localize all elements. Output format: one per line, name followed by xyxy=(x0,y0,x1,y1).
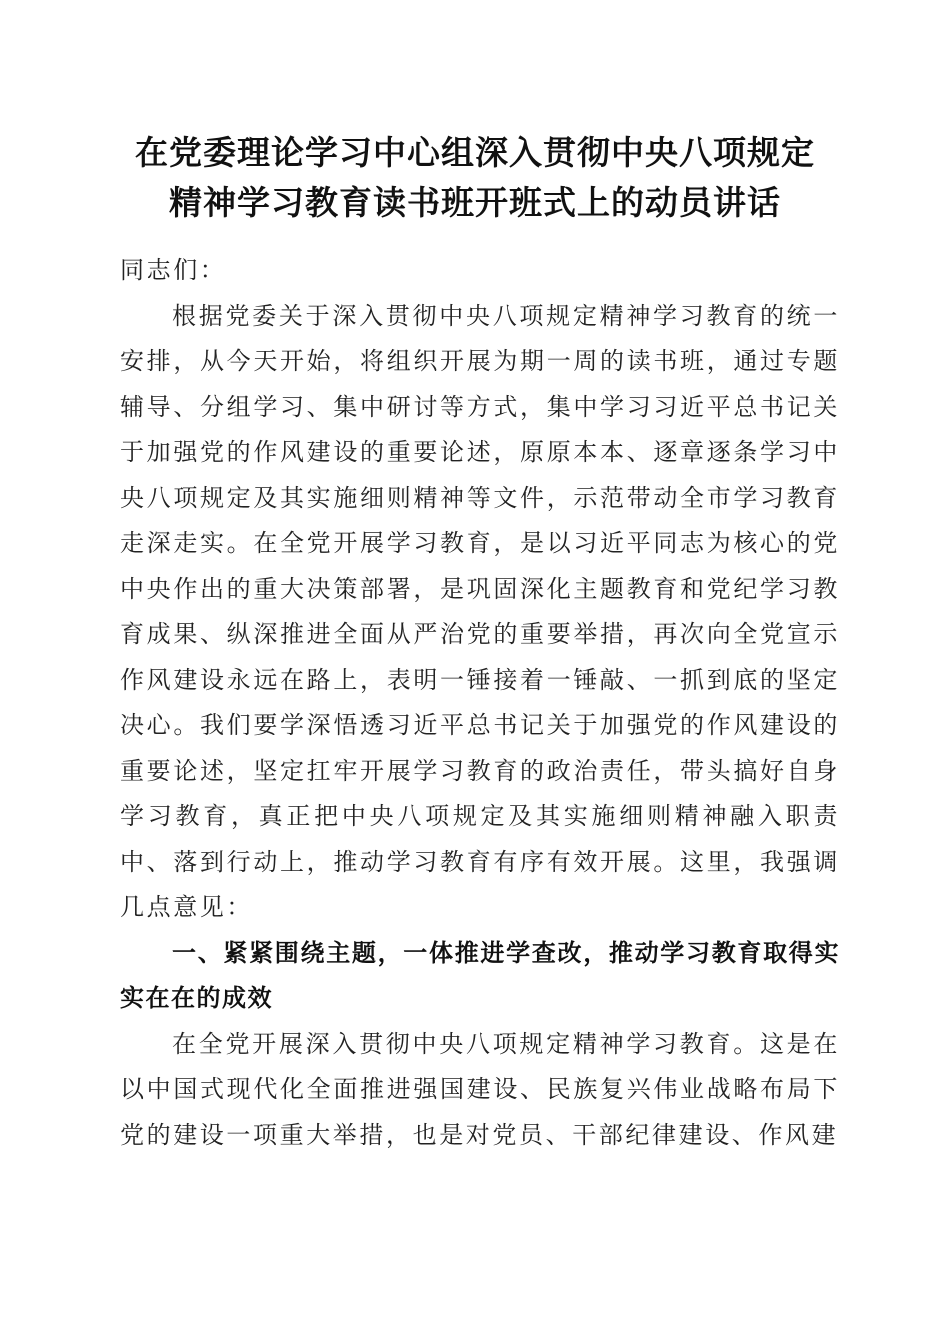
section-1-heading: 一、紧紧围绕主题，一体推进学查改，推动学习教育取得实实在在的成效 xyxy=(120,938,840,1012)
salutation: 同志们： xyxy=(120,256,227,284)
document-body xyxy=(120,248,840,1158)
title-line-2: 精神学习教育读书班开班式上的动员讲话 xyxy=(169,183,781,222)
paragraph-1: 根据党委关于深入贯彻中央八项规定精神学习教育的统一安排，从今天开始，将组织开展为期一周的读书班，通过专题辅导、分组学习、集中研讨等方式，集中学习习近平总书记关于加强党的作风建设的重要论述，原原本本、逐章逐条学习中央八项规定及其实施细则精神等文件，示范带动全市学习教育走深走实。在全党开展学习教育，是以习近平同志为核心的党中央作出的重大决策部署，是巩固深化主题教育和党纪学习教育成果、纵深推进全面从严治党的重要举措，再次向全党宣示作风建设永远在路上，表明一锤接着一锤敲、一抓到底的坚定决心。我们要学深悟透习近平总书记关于加强党的作风建设的重要论述，坚定扛牢开展学习教育的政治责任，带头搞好自身学习教育，真正把中央八项规定及其实施细则精神融入职责中、落到行动上，推动学习教育有序有效开展。这里，我强调几点意见： xyxy=(120,301,840,921)
document-title xyxy=(100,128,850,228)
title-line-1: 在党委理论学习中心组深入贯彻中央八项规定 xyxy=(135,133,815,172)
paragraph-2: 在全党开展深入贯彻中央八项规定精神学习教育。这是在以中国式现代化全面推进强国建设、民族复兴伟业战略布局下党的建设一项重大举措，也是对党员、干部纪律建设、作风建 xyxy=(120,1029,840,1149)
